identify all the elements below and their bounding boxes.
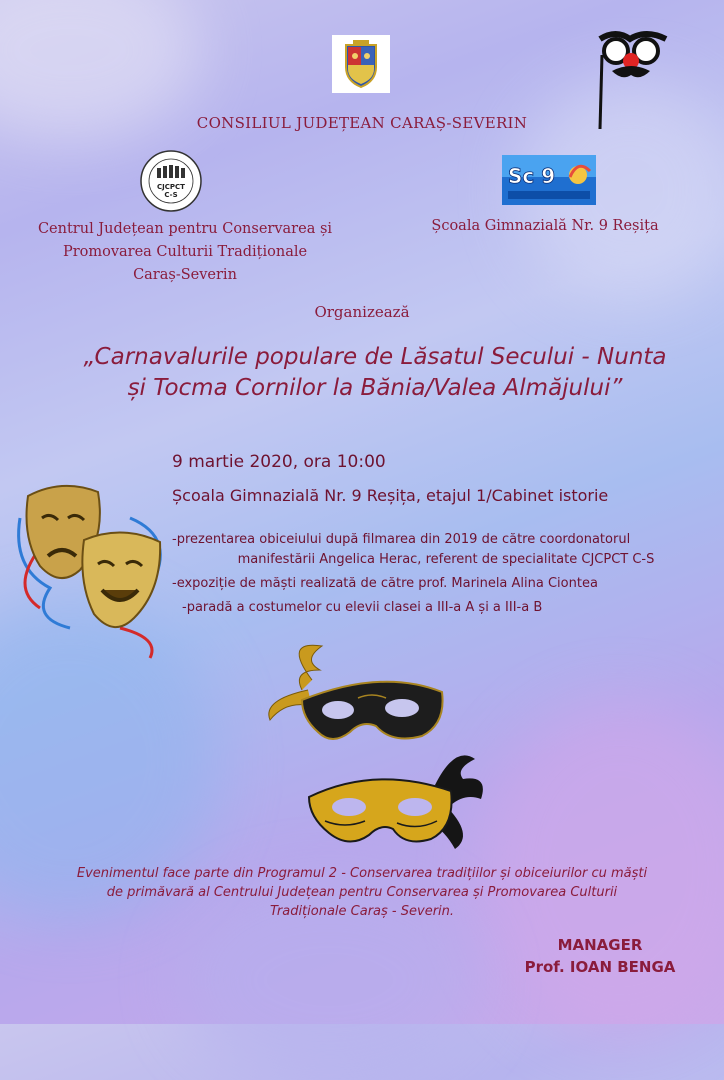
theater-masks-icon <box>10 478 178 668</box>
activity-1-line2: manifestării Angelica Herac, referent de specialitate CJCPCT C-S <box>237 552 655 567</box>
footer-line2: de primăvară al Centrului Județean pentru Conservarea și Promovarea Culturii <box>106 885 618 900</box>
event-datetime: 9 martie 2020, ora 10:00 <box>172 452 386 472</box>
left-organizer <box>20 218 350 287</box>
event-title-line1: „Carnavalurile populare de Lăsatul Secului - Nunta <box>83 344 667 370</box>
left-organizer-line3: Caraș-Severin <box>133 267 237 283</box>
footer-line1: Evenimentul face parte din Programul 2 - Conservarea tradițiilor și obiceiurilor cu măști <box>76 866 648 881</box>
event-title-line2: și Tocma Cornilor la Bănia/Valea Almăjului” <box>127 375 623 401</box>
cjcpct-logo-text: CJCPCT <box>157 183 185 191</box>
school-logo <box>502 155 596 205</box>
activity-item: -paradă a costumelor cu elevii clasei a III-a A și a III-a B <box>182 600 543 615</box>
right-organizer: Școala Gimnazială Nr. 9 Reșița <box>431 218 659 234</box>
activity-item: -expoziție de măști realizată de către prof. Marinela Alina Ciontea <box>172 576 598 591</box>
event-venue: Școala Gimnazială Nr. 9 Reșița, etajul 1/Cabinet istorie <box>172 486 609 505</box>
activities-list <box>172 530 720 622</box>
event-title <box>30 342 720 404</box>
signature-block <box>500 934 700 978</box>
council-title: CONSILIUL JUDEȚEAN CARAȘ-SEVERIN <box>196 114 528 132</box>
cjcpct-logo <box>140 150 202 212</box>
manager-role: MANAGER <box>557 936 643 954</box>
activity-item <box>172 530 720 570</box>
footer-note <box>30 864 694 921</box>
carnival-mask-icon <box>305 745 490 855</box>
carnival-mask-icon <box>262 640 448 750</box>
svg-text:C-S: C-S <box>164 191 178 199</box>
left-organizer-line2: Promovarea Culturii Tradiționale <box>62 244 308 260</box>
coat-of-arms-icon <box>332 35 390 93</box>
activity-1-line1: -prezentarea obiceiului după filmarea din 2019 de către coordonatorul <box>172 532 631 547</box>
school-logo-text: Sc 9 <box>508 164 556 188</box>
manager-name: Prof. IOAN BENGA <box>524 958 676 976</box>
organizes-label: Organizează <box>314 303 410 321</box>
footer-line3: Tradiționale Caraș - Severin. <box>269 904 455 919</box>
left-organizer-line1: Centrul Județean pentru Conservarea și <box>37 221 333 237</box>
